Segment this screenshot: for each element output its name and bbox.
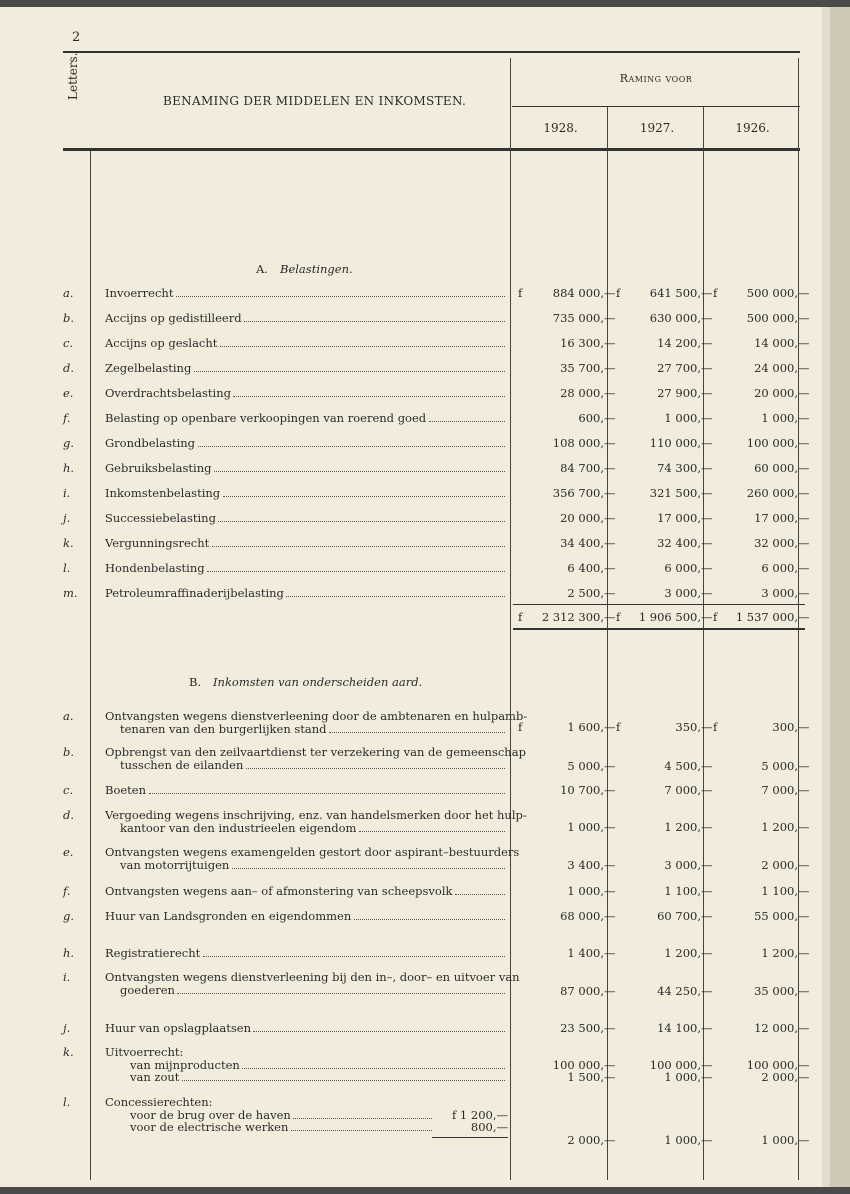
b-row-dash-1927: — (701, 720, 713, 734)
a-row-leader (176, 296, 505, 297)
b-row-label: Huur van opslagplaatsen (105, 1021, 251, 1035)
b-row-value-1927: 1 100, (664, 884, 701, 898)
b-row-value-1926: 300, (772, 720, 798, 734)
a-row-dash-1927: — (701, 561, 713, 575)
b-subrow-amount: f 1 200,— (452, 1108, 508, 1122)
b-row-value-1928: 1 400, (567, 946, 604, 960)
a-row-value-1927: 17 000, (657, 511, 701, 525)
b-row-dash-1926: — (798, 1021, 810, 1035)
b-row-value-1926: 55 000, (754, 909, 798, 923)
b-row-value-1928: 87 000, (560, 984, 604, 998)
b-row-value-1927: 44 250, (657, 984, 701, 998)
total-rule-bottom-1928 (513, 628, 611, 630)
b-row-dash-1927: — (701, 783, 713, 797)
a-row-value-1928: 20 000, (560, 511, 604, 525)
a-row-dash-1926: — (798, 436, 810, 450)
a-row-value-1927: 14 200, (657, 336, 701, 350)
b-subrow-value-1928: 100 000, (552, 1058, 604, 1072)
a-row-dash-1927: — (701, 361, 713, 375)
a-row-dash-1926: — (798, 586, 810, 600)
b-row-value-1926: 7 000, (761, 783, 798, 797)
a-row-value-1926: 20 000, (754, 386, 798, 400)
a-row-label: Gebruiksbelasting (105, 461, 212, 475)
b-row-label: Registratierecht (105, 946, 201, 960)
b-row-currency-1927: f (616, 720, 621, 734)
b-row-leader (203, 956, 505, 957)
b-row-value-1928: 2 000, (567, 1133, 604, 1147)
a-row-dash-1927: — (701, 411, 713, 425)
a-row-dash-1928: — (604, 286, 616, 300)
a-row-value-1927: 3 000, (664, 586, 701, 600)
a-row-letter: i. (63, 486, 71, 500)
a-row-letter: k. (63, 536, 74, 550)
b-row-dash-1926: — (798, 884, 810, 898)
b-row-value-1926: 35 000, (754, 984, 798, 998)
a-row-label: Accijns op geslacht (105, 336, 218, 350)
a-row-dash-1928: — (604, 561, 616, 575)
b-row-letter: h. (63, 946, 75, 960)
total-rule-bottom-1927 (610, 628, 708, 630)
b-row-letter: g. (63, 909, 75, 923)
a-row-value-1928: 84 700, (560, 461, 604, 475)
header-top-rule (63, 51, 800, 53)
col-rule-1927-top (607, 107, 608, 149)
a-row-leader (233, 396, 505, 397)
b-row-value-1927: 1 200, (664, 820, 701, 834)
a-total-currency-1926: f (713, 610, 718, 624)
b-row-label-line2: kantoor van den industrieelen eigendom (120, 821, 357, 835)
a-row-value-1928: 16 300, (560, 336, 604, 350)
a-row-letter: d. (63, 361, 75, 375)
b-row-leader (329, 732, 505, 733)
b-subrow-value-1927: 1 000, (664, 1070, 701, 1084)
b-subrow-leader (291, 1130, 432, 1131)
a-row-label: Successiebelasting (105, 511, 216, 525)
b-row-label-line2: tenaren van den burgerlijken stand (120, 722, 327, 736)
b-row-label: Uitvoerrecht: (105, 1045, 184, 1059)
total-rule-bottom-1926 (706, 628, 805, 630)
a-row-dash-1927: — (701, 436, 713, 450)
b-row-value-1928: 68 000, (560, 909, 604, 923)
a-total-dash-1927: — (701, 610, 713, 624)
a-row-letter: f. (63, 411, 71, 425)
b-row-dash-1927: — (701, 1133, 713, 1147)
page-edge-shadow (830, 7, 850, 1187)
a-row-value-1926: 24 000, (754, 361, 798, 375)
a-row-dash-1928: — (604, 536, 616, 550)
section-a-title: Belastingen. (280, 262, 353, 276)
a-row-dash-1928: — (604, 386, 616, 400)
a-total-dash-1926: — (798, 610, 810, 624)
a-row-dash-1927: — (701, 536, 713, 550)
b-row-currency-1926: f (713, 720, 718, 734)
b-subrow-value-1928: 1 500, (567, 1070, 604, 1084)
b-subrow-dash-1926: — (798, 1058, 810, 1072)
a-row-dash-1926: — (798, 336, 810, 350)
a-row-value-1927: 6 000, (664, 561, 701, 575)
a-row-value-1927: 27 900, (657, 386, 701, 400)
b-row-dash-1928: — (604, 946, 616, 960)
b-row-dash-1928: — (604, 1133, 616, 1147)
b-row-label: Concessierechten: (105, 1095, 213, 1109)
year-header-1927: 1927. (639, 121, 675, 135)
a-row-value-1928: 884 000, (552, 286, 604, 300)
total-rule-top-1927 (610, 604, 708, 605)
a-row-label: Overdrachtsbelasting (105, 386, 231, 400)
b-row-value-1927: 60 700, (657, 909, 701, 923)
b-row-leader (177, 993, 505, 994)
b-row-dash-1927: — (701, 946, 713, 960)
a-row-dash-1928: — (604, 511, 616, 525)
a-row-dash-1926: — (798, 511, 810, 525)
b-row-dash-1926: — (798, 820, 810, 834)
b-row-dash-1926: — (798, 984, 810, 998)
b-subrow-dash-1928: — (604, 1058, 616, 1072)
b-row-letter: c. (63, 783, 74, 797)
b-row-dash-1928: — (604, 783, 616, 797)
b-row-currency-1928: f (518, 720, 523, 734)
a-row-currency-1926: f (713, 286, 718, 300)
a-row-leader (207, 571, 505, 572)
b-row-dash-1926: — (798, 946, 810, 960)
b-row-label-line1: Opbrengst van den zeilvaartdienst ter verzekering van de gemeenschap (105, 745, 526, 759)
a-total-currency-1927: f (616, 610, 621, 624)
b-row-value-1926: 1 100, (761, 884, 798, 898)
b-row-leader (253, 1031, 505, 1032)
a-row-leader (429, 421, 505, 422)
a-row-leader (223, 496, 505, 497)
page-number: 2 (72, 30, 81, 45)
a-row-value-1928: 28 000, (560, 386, 604, 400)
a-row-value-1927: 32 400, (657, 536, 701, 550)
b-row-label: Huur van Landsgronden en eigendommen (105, 909, 352, 923)
a-total-value-1926: 1 537 000, (735, 610, 798, 624)
b-row-leader (232, 868, 505, 869)
a-row-letter: c. (63, 336, 74, 350)
a-row-dash-1926: — (798, 486, 810, 500)
a-row-value-1928: 356 700, (552, 486, 604, 500)
b-subrow-label: voor de brug over de haven (130, 1108, 291, 1122)
a-row-label: Vergunningsrecht (105, 536, 210, 550)
b-row-label-line2: van motorrijtuigen (120, 858, 230, 872)
b-row-value-1928: 10 700, (560, 783, 604, 797)
b-row-value-1926: 5 000, (761, 759, 798, 773)
a-row-dash-1927: — (701, 311, 713, 325)
b-subrow-leader (293, 1118, 432, 1119)
a-row-currency-1928: f (518, 286, 523, 300)
a-row-currency-1927: f (616, 286, 621, 300)
a-row-label: Petroleumraffinaderijbelasting (105, 586, 284, 600)
header-bottom-rule (63, 148, 800, 151)
a-row-letter: b. (63, 311, 75, 325)
b-row-dash-1926: — (798, 909, 810, 923)
b-subrow-dash-1927: — (701, 1070, 713, 1084)
year-header-1928: 1928. (543, 121, 578, 135)
b-row-letter: k. (63, 1045, 74, 1059)
a-row-label: Accijns op gedistilleerd (105, 311, 242, 325)
b-subrow-label: van zout (130, 1070, 180, 1084)
a-total-currency-1928: f (518, 610, 523, 624)
col-rule-1928 (510, 58, 511, 1180)
b-row-dash-1926: — (798, 759, 810, 773)
a-row-dash-1927: — (701, 586, 713, 600)
b-row-leader (354, 919, 505, 920)
b-subrow-leader (182, 1080, 505, 1081)
b-row-dash-1928: — (604, 759, 616, 773)
b-row-dash-1927: — (701, 909, 713, 923)
a-row-value-1926: 14 000, (754, 336, 798, 350)
b-row-dash-1927: — (701, 984, 713, 998)
b-row-dash-1928: — (604, 858, 616, 872)
b-row-value-1928: 1 000, (567, 884, 604, 898)
b-row-value-1926: 12 000, (754, 1021, 798, 1035)
a-row-value-1928: 2 500, (567, 586, 604, 600)
a-row-dash-1926: — (798, 561, 810, 575)
raming-header: Raming voor (619, 72, 693, 85)
b-row-leader (246, 768, 505, 769)
a-row-leader (198, 446, 505, 447)
a-row-dash-1927: — (701, 336, 713, 350)
total-rule-top-1928 (513, 604, 611, 605)
a-row-dash-1927: — (701, 486, 713, 500)
b-row-leader (359, 831, 505, 832)
b-row-dash-1928: — (604, 909, 616, 923)
b-row-label-line1: Ontvangsten wegens dienstverleening door de ambtenaren en hulpamb- (105, 709, 528, 723)
a-row-value-1926: 6 000, (761, 561, 798, 575)
b-row-value-1927: 7 000, (664, 783, 701, 797)
b-row-label: Ontvangsten wegens aan– of afmonstering van scheepsvolk (105, 884, 453, 898)
a-row-leader (220, 346, 505, 347)
b-row-dash-1927: — (701, 884, 713, 898)
a-row-dash-1928: — (604, 311, 616, 325)
a-row-dash-1926: — (798, 286, 810, 300)
b-subrow-dash-1927: — (701, 1058, 713, 1072)
a-row-value-1926: 1 000, (761, 411, 798, 425)
b-row-dash-1926: — (798, 858, 810, 872)
b-subrow-dash-1926: — (798, 1070, 810, 1084)
a-row-dash-1926: — (798, 411, 810, 425)
b-row-value-1927: 3 000, (664, 858, 701, 872)
b-row-dash-1928: — (604, 1021, 616, 1035)
a-row-label: Hondenbelasting (105, 561, 205, 575)
a-row-label: Grondbelasting (105, 436, 196, 450)
a-row-value-1926: 100 000, (746, 436, 798, 450)
a-row-value-1928: 735 000, (552, 311, 604, 325)
b-row-label-line1: Vergoeding wegens inschrijving, enz. van handelsmerken door het hulp- (105, 808, 527, 822)
section-a-prefix: A. (256, 262, 268, 276)
b-row-letter: e. (63, 845, 74, 859)
a-row-value-1926: 500 000, (746, 311, 798, 325)
b-subrow-leader (242, 1068, 505, 1069)
a-row-letter: h. (63, 461, 75, 475)
b-row-dash-1927: — (701, 1021, 713, 1035)
a-row-dash-1928: — (604, 411, 616, 425)
a-row-dash-1928: — (604, 486, 616, 500)
a-row-dash-1926: — (798, 386, 810, 400)
a-row-value-1926: 500 000, (746, 286, 798, 300)
b-row-value-1927: 1 000, (664, 1133, 701, 1147)
a-row-leader (214, 471, 505, 472)
b-row-value-1927: 4 500, (664, 759, 701, 773)
col-rule-1926-top (703, 107, 704, 149)
a-row-value-1927: 321 500, (649, 486, 701, 500)
a-row-letter: e. (63, 386, 74, 400)
a-row-value-1928: 6 400, (567, 561, 604, 575)
a-row-letter: a. (63, 286, 74, 300)
a-row-value-1926: 17 000, (754, 511, 798, 525)
b-row-letter: d. (63, 808, 75, 822)
a-row-leader (218, 521, 505, 522)
a-row-value-1926: 3 000, (761, 586, 798, 600)
b-row-value-1928: 1 600, (567, 720, 604, 734)
b-row-leader (455, 894, 505, 895)
a-row-value-1926: 32 000, (754, 536, 798, 550)
a-row-value-1926: 60 000, (754, 461, 798, 475)
a-row-value-1927: 27 700, (657, 361, 701, 375)
a-row-value-1927: 74 300, (657, 461, 701, 475)
a-row-letter: j. (63, 511, 71, 525)
b-row-label-line1: Ontvangsten wegens examengelden gestort door aspirant–bestuurders (105, 845, 520, 859)
raming-rule (512, 106, 800, 107)
b-row-dash-1927: — (701, 759, 713, 773)
b-row-value-1927: 350, (675, 720, 701, 734)
a-row-leader (212, 546, 505, 547)
b-row-label-line2: tusschen de eilanden (120, 758, 244, 772)
b-row-dash-1927: — (701, 858, 713, 872)
b-row-value-1928: 5 000, (567, 759, 604, 773)
a-row-dash-1926: — (798, 361, 810, 375)
a-row-value-1927: 630 000, (649, 311, 701, 325)
benaming-header: BENAMING DER MIDDELEN EN INKOMSTEN. (163, 94, 467, 108)
b-subrow-value-1926: 100 000, (746, 1058, 798, 1072)
b-row-dash-1928: — (604, 720, 616, 734)
b-row-value-1927: 1 200, (664, 946, 701, 960)
b-row-value-1926: 2 000, (761, 858, 798, 872)
a-row-dash-1927: — (701, 461, 713, 475)
b-row-value-1927: 14 100, (657, 1021, 701, 1035)
a-row-label: Invoerrecht (105, 286, 174, 300)
a-row-leader (194, 371, 505, 372)
b-row-label-line2: goederen (120, 983, 175, 997)
b-row-label-line1: Ontvangsten wegens dienstverleening bij den in–, door– en uitvoer van (105, 970, 520, 984)
b-row-letter: l. (63, 1095, 71, 1109)
a-row-dash-1927: — (701, 286, 713, 300)
a-total-dash-1928: — (604, 610, 616, 624)
b-subrow-label: voor de electrische werken (130, 1120, 289, 1134)
a-total-value-1928: 2 312 300, (541, 610, 604, 624)
a-row-value-1926: 260 000, (746, 486, 798, 500)
a-row-value-1928: 108 000, (552, 436, 604, 450)
letters-header: Letters. (66, 52, 80, 100)
b-row-value-1926: 1 000, (761, 1133, 798, 1147)
b-row-letter: f. (63, 884, 71, 898)
b-row-value-1928: 3 400, (567, 858, 604, 872)
b-subrow-value-1926: 2 000, (761, 1070, 798, 1084)
a-row-label: Zegelbelasting (105, 361, 192, 375)
b-row-dash-1926: — (798, 720, 810, 734)
total-rule-top-1926 (706, 604, 805, 605)
b-subrow-dash-1928: — (604, 1070, 616, 1084)
b-row-dash-1927: — (701, 820, 713, 834)
b-subrow-amount: 800,— (470, 1120, 508, 1134)
b-row-letter: a. (63, 709, 74, 723)
a-total-value-1927: 1 906 500, (638, 610, 701, 624)
b-row-dash-1928: — (604, 884, 616, 898)
b-row-value-1928: 1 000, (567, 820, 604, 834)
b-subtotal-rule (432, 1137, 508, 1138)
a-row-dash-1926: — (798, 311, 810, 325)
b-row-dash-1928: — (604, 984, 616, 998)
col-rule-letters (90, 150, 91, 1180)
section-b-title: Inkomsten van onderscheiden aard. (213, 675, 423, 689)
a-row-label: Belasting op openbare verkoopingen van roerend goed (105, 411, 427, 425)
a-row-dash-1928: — (604, 461, 616, 475)
b-row-letter: i. (63, 970, 71, 984)
a-row-dash-1928: — (604, 361, 616, 375)
a-row-letter: g. (63, 436, 75, 450)
a-row-dash-1926: — (798, 536, 810, 550)
a-row-leader (286, 596, 505, 597)
a-row-value-1928: 34 400, (560, 536, 604, 550)
year-header-1926: 1926. (735, 121, 770, 135)
a-row-value-1927: 641 500, (649, 286, 701, 300)
a-row-leader (244, 321, 505, 322)
a-row-value-1928: 600, (578, 411, 604, 425)
b-row-label: Boeten (105, 783, 147, 797)
a-row-dash-1927: — (701, 386, 713, 400)
b-row-value-1926: 1 200, (761, 820, 798, 834)
a-row-value-1928: 35 700, (560, 361, 604, 375)
a-row-value-1927: 1 000, (664, 411, 701, 425)
a-row-letter: l. (63, 561, 71, 575)
a-row-dash-1928: — (604, 336, 616, 350)
b-row-dash-1926: — (798, 1133, 810, 1147)
section-b-prefix: B. (189, 675, 202, 689)
a-row-dash-1928: — (604, 436, 616, 450)
a-row-value-1927: 110 000, (649, 436, 701, 450)
b-row-value-1926: 1 200, (761, 946, 798, 960)
b-subrow-value-1927: 100 000, (649, 1058, 701, 1072)
b-row-leader (149, 793, 505, 794)
a-row-dash-1928: — (604, 586, 616, 600)
a-row-letter: m. (63, 586, 78, 600)
b-row-letter: j. (63, 1021, 71, 1035)
b-row-value-1928: 23 500, (560, 1021, 604, 1035)
b-row-dash-1926: — (798, 783, 810, 797)
b-row-dash-1928: — (604, 820, 616, 834)
a-row-dash-1927: — (701, 511, 713, 525)
a-row-label: Inkomstenbelasting (105, 486, 221, 500)
b-row-letter: b. (63, 745, 75, 759)
a-row-dash-1926: — (798, 461, 810, 475)
b-subrow-label: van mijnproducten (130, 1058, 240, 1072)
